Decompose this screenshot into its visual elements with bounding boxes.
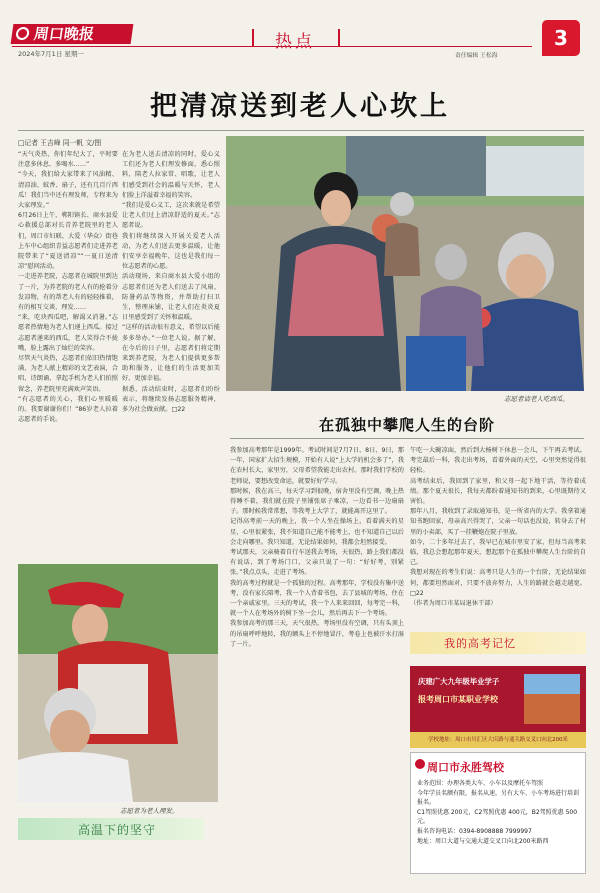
haircut-photo-caption: 志愿者为老人理发。 [120,807,179,815]
school-building-image [524,674,580,724]
section-title: 热点 [275,32,315,52]
issue-date: 2024年7月1日 星期一 [18,50,84,58]
main-headline: 把清凉送到老人心坎上 [150,91,450,122]
logo-circle-icon [15,27,30,40]
main-photo [226,136,584,391]
school-ad-line2: 报考周口市某职业学校 [418,695,498,704]
main-photo-illustration [226,136,584,391]
driving-school-title: 周口市永胜驾校 [427,761,504,774]
article2-headline: 在孤独中攀爬人生的台阶 [318,416,495,434]
byline: □记者 王吉峰 同一帆 文/图 [18,139,102,147]
newspaper-logo [11,24,134,44]
article2-column-1: 我参加高考那年是1999年。考试时间是7月7日、8日、9日，那一年，国家扩大招生规模，开始有人说“上大学的机会多了”，我在农村长大，家里穷，父母希望我能走出农村。那时我们学校的老师说，要想改变命运，就要好好学习。 那时候，我在高三，每天学习到很晚，宿舍里没有空调，晚上热得睡不着，我们就在院子里铺张席子乘凉，一边看书一边扇扇子。那时候我常常想，等我考上大学了，就能离开这里了。 记得高考前一天的晚上，我一个人坐在操场上，看着满天的星星，心里很紧张，我不知道自己能不能考上，也不知道自己以后会走向哪里。我只知道，无论结果如何，我都会坦然接受。 考试那天，父亲骑着自行车送我去考场，天很热，路上我们都没有说话，到了考场门口，父亲只说了一句：“好好考，别紧张。”我点点头，走进了考场。 我的高考过程就是一个孤独的过程。高考那年，学校没有集中送考，没有家长陪考，我一个人背着书包，去了县城的考场，住在一个亲戚家里。三天的考试，我一个人来来回回，每考完一科，就一个人在考场外的树下坐一会儿，然后再去下一个考场。 我参加高考的那三天，天气很热，考场里没有空调，只有头顶上的吊扇呼呼地转，我的额头上不停地冒汗，考卷上也被汗水打湿了一片。 [230,447,404,648]
article2-column-2: 午吃一大碗凉面，然后到大杨树下休息一会儿，下午再去考试。考完最后一科，我走出考场，看着外面的天空，心里突然觉得很轻松。 高考结束后，我回到了家里，和父母一起下地干活，等待着成绩。那个夏天很长，我每天都盼着通知书的到来，心里既期待又害怕。 那年八月，我收到了录取通知书，是一所省内的大学。我拿着通知书跑回家，母亲高兴得哭了，父亲一句话也没说，转身去了村里的小卖部，买了一挂鞭炮在院子里放。 如今，二十多年过去了，我早已在城市里安了家，但每当高考来临，我总会想起那年夏天，想起那个在孤独中攀爬人生台阶的自己。 我想对现在的考生们说：高考只是人生的一个台阶，无论结果如何，都要坦然面对，只要不放弃努力，人生的路就会越走越宽。□22 （作者为周口市某局退休干部） [410,447,586,608]
driving-school-body: 业务范围：办理各类大车、小车以及摩托车驾照 今年学员名额有限，报名从速，另有大车、小车考场进行培训报名。 C1驾照优惠 200元，C2驾照优惠 400元，B2驾照优惠 500元。 报名咨询电话：0394-8908888 7999997 地址：周口大道与交通大道交叉口向北200米路西 [417,780,580,845]
summer-heat-banner [18,818,204,840]
school-ad-line1: 庆建广大九年级毕业学子 [418,677,500,686]
school-ad-footer: 学校地址：周口市川汇区大庆路与通关路交叉口向北200米 [410,732,586,748]
section-divider-right [338,29,340,47]
article1-column-1: “天气炎热，你们年纪大了，平时要注意多休息、多喝水……” “今天，我们给大家带来了风油精、清凉油、蚊香、扇子，还有几百斤西瓜！我们当中还有理发师，专程来为大家理发。” 6月26日上午，郸阳镇长、商水县爱心救援总部对长青养老院里的老人们，周口市妇联、大爱（华众）街巷上车中心组织青益志愿者们走进养老院带来了“夏送清凉”“一夏日送清凉”慰问活动。 一走进养老院，志愿者在城院里到达了一片，为养老院的老人有的抢着分发凉物，有的帮老人有的轻轻推着，有的相互交谈、理发…… “来，吃块西瓜吧，解渴又消暑。”志愿者热情地为老人们递上西瓜。接过志愿者递来的西瓜，老人笑得合不拢嘴，脸上露出了灿烂的笑容。 尽管天气炎热，志愿者们依旧热情饱满，为老人献上精彩的文艺表演，合唱、诗朗诵、拿起手机为老人们拍照留念，养老院里充满欢声笑语。 “有志愿者的关心，我们心里暖暖的。我要谢谢你们！”86岁老人拉着志愿者的手说。 [18,151,118,424]
headline-rule [18,130,584,131]
article1-column-2: 在为老人送去清凉的同时，爱心义工们还为老人们理发修面，悉心照料，陪老人拉家常、唱歌，让老人们感受到社会的温暖与关怀，老人们脸上洋溢着幸福的笑容。 “我们是爱心义工，这次来就是希望让老人们过上清凉舒适的夏天。”志愿者说。 我们将继续深入开展关爱老人活动，为老人们送去更多温暖，让他们安享幸福晚年，这也是我们每一位志愿者的心愿。 活动现场，来自商水县大爱小组的志愿者们还为老人们送去了风扇、防暑药品等物资，并帮助打扫卫生，整理床铺，让老人们在炎炎夏日里感受到了关怀和温暖。 “这样的活动很有意义，希望以后能多多举办。”一位老人说。据了解，在今后的日子里，志愿者们将定期来到养老院，为老人们提供更多帮助和服务，让他们的生活更加美好、更加幸福。 据悉，活动结束时，志愿者们纷纷表示，将继续发扬志愿服务精神，多为社会做贡献。□22 [122,151,220,414]
school-advertisement [410,666,586,748]
driving-school-advertisement [410,752,586,874]
haircut-photo-illustration [18,564,218,802]
masthead [0,0,600,62]
article2-rule [230,438,584,439]
page-number: 3 [542,20,580,56]
main-photo-caption: 志愿者请老人吃西瓜。 [504,395,569,403]
summer-heat-banner-text: 高温下的坚守 [78,823,157,837]
haircut-photo [18,564,218,802]
driving-school-seal-icon [415,759,425,769]
logo-text: 周口晚报 [32,25,96,43]
editor-credit: 责任编辑 王松海 [455,53,498,59]
exam-memory-banner [410,632,586,654]
exam-memory-banner-text: 我的高考记忆 [444,637,516,650]
